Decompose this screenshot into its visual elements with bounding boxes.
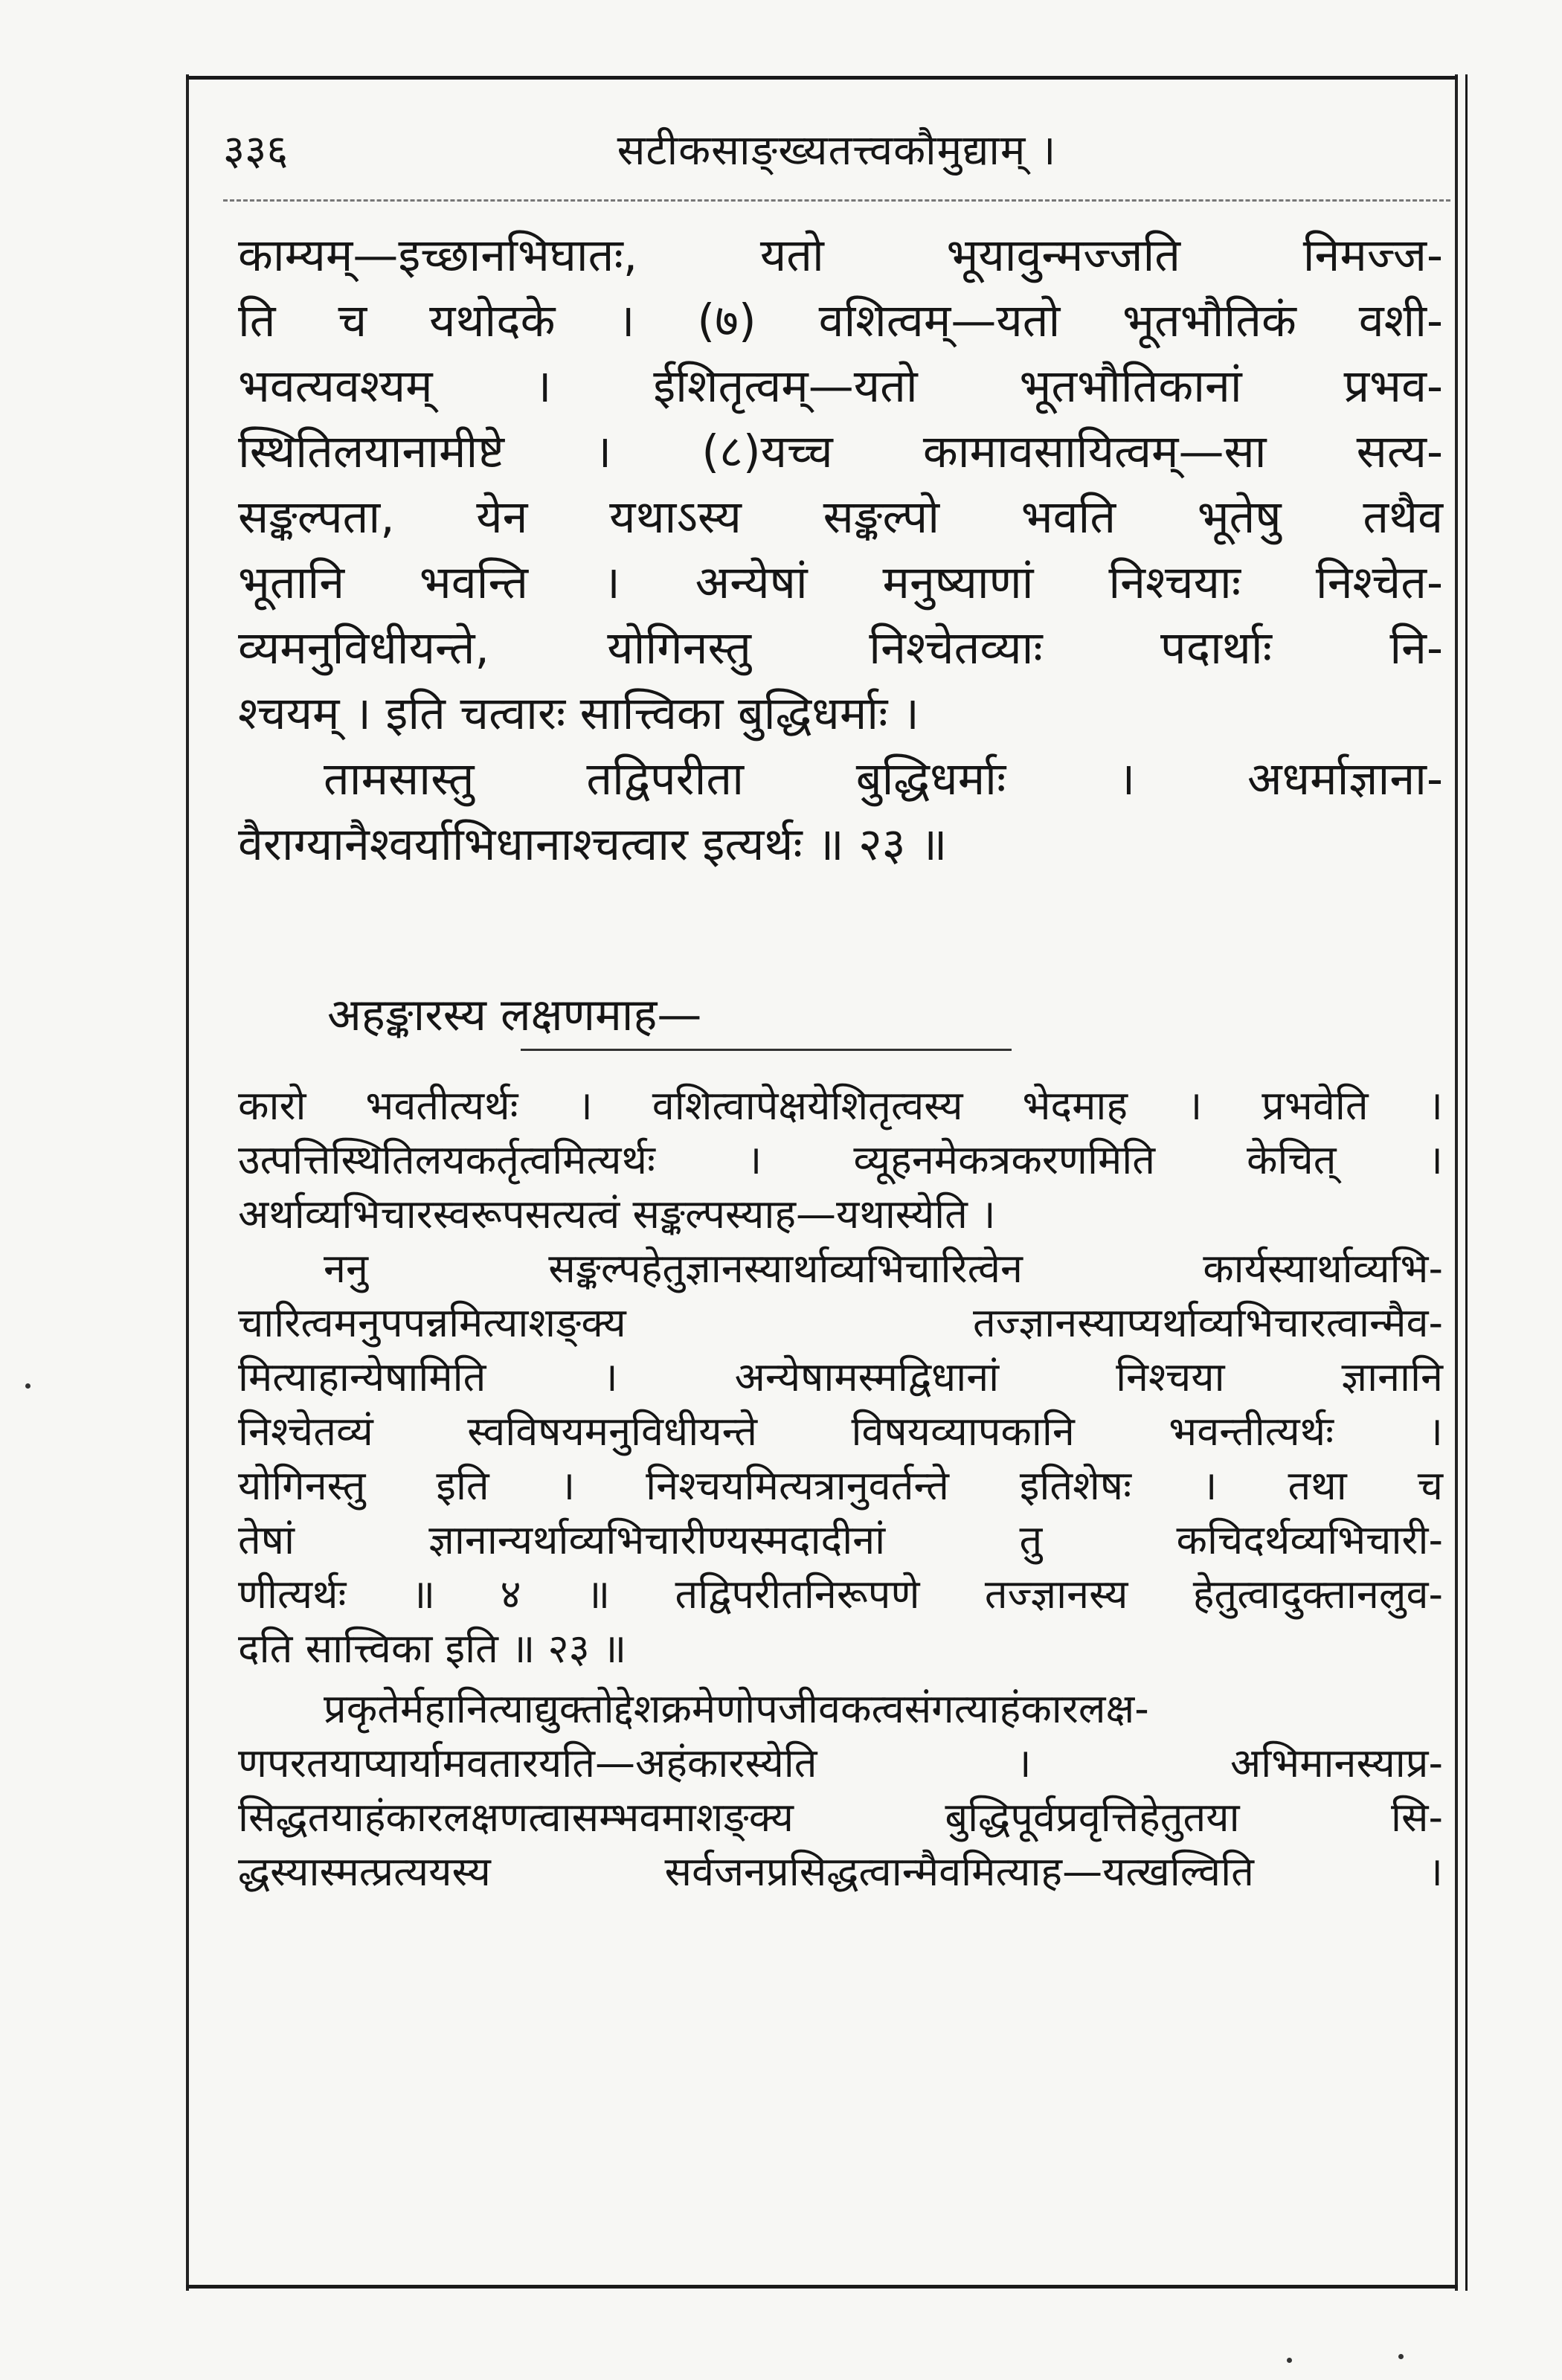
commentary-line: अर्थाव्यभिचारस्वरूपसत्यत्वं सङ्कल्पस्याह—यथास्येति । bbox=[238, 1191, 996, 1238]
bottom-border bbox=[186, 2285, 1458, 2289]
commentary-text bbox=[238, 1078, 1443, 1899]
print-speck bbox=[1398, 2354, 1404, 2359]
print-speck bbox=[1287, 2358, 1292, 2363]
heading-rule bbox=[521, 1049, 1012, 1051]
main-line: भूतानि भवन्ति । अन्येषां मनुष्याणां निश्चयाः निश्चेत- bbox=[238, 556, 1443, 609]
page-number: ३३६ bbox=[223, 126, 289, 175]
commentary-line: चारित्वमनुपपन्नमित्याशङ्क्य तज्ज्ञानस्याप्यर्थाव्यभिचारत्वान्मैव- bbox=[238, 1299, 1443, 1346]
print-speck bbox=[25, 1383, 30, 1389]
main-line: काम्यम्—इच्छानभिघातः, यतो भूयावुन्मज्जति निमज्ज- bbox=[238, 229, 1443, 282]
main-line: वैराग्यानैश्वर्याभिधानाश्चत्वार इत्यर्थः ॥ २३ ॥ bbox=[238, 818, 948, 871]
commentary-line: उत्पत्तिस्थितिलयकर्तृत्वमित्यर्थः । व्यूहनमेकत्रकरणमिति केचित् । bbox=[238, 1136, 1443, 1183]
main-line: तामसास्तु तद्विपरीता बुद्धिधर्माः । अधर्माज्ञाना- bbox=[324, 753, 1443, 805]
header-separator bbox=[223, 199, 1450, 202]
commentary-line: कारो भवतीत्यर्थः । वशित्वापेक्षयेशितृत्वस्य भेदमाह । प्रभवेति । bbox=[238, 1082, 1443, 1129]
main-line: स्थितिलयानामीष्टे । (८)यच्च कामावसायित्वम्—सा सत्य- bbox=[238, 425, 1443, 478]
commentary-line: द्धस्यास्मत्प्रत्ययस्य सर्वजनप्रसिद्धत्वान्मैवमित्याह—यत्खल्विति । bbox=[238, 1848, 1443, 1895]
commentary-line: तेषां ज्ञानान्यर्थाव्यभिचारीण्यस्मदादीनां तु कचिदर्थव्यभिचारी- bbox=[238, 1517, 1443, 1563]
main-line: भवत्यवश्यम् । ईशितृत्वम्—यतो भूतभौतिकानां प्रभव- bbox=[238, 360, 1443, 413]
right-outer-border bbox=[1465, 74, 1468, 2291]
commentary-line: मित्याहान्येषामिति । अन्येषामस्मद्विधानां निश्चया ज्ञानानि bbox=[238, 1354, 1443, 1400]
top-border bbox=[186, 76, 1458, 80]
main-line: ति च यथोदके । (७) वशित्वम्—यतो भूतभौतिकं वशी- bbox=[238, 295, 1443, 347]
main-sanskrit-text bbox=[238, 223, 1443, 878]
commentary-line: योगिनस्तु इति । निश्चयमित्यत्रानुवर्तन्ते इतिशेषः । तथा च bbox=[238, 1462, 1443, 1509]
commentary-line: दति सात्त्विका इति ॥ २३ ॥ bbox=[238, 1625, 627, 1672]
commentary-line: सिद्धतयाहंकारलक्षणत्वासम्भवमाशङ्क्य बुद्धिपूर्वप्रवृत्तिहेतुतया सि- bbox=[238, 1794, 1443, 1841]
paragraph-gap bbox=[238, 1676, 1443, 1682]
running-title: सटीकसाङ्ख्यतत्त्वकौमुद्याम् । bbox=[617, 126, 1057, 175]
commentary-line: णीत्यर्थः ॥ ४ ॥ तद्विपरीतनिरूपणे तज्ज्ञानस्य हेतुत्वादुक्तानलुव- bbox=[238, 1571, 1443, 1618]
main-line: श्चयम् । इति चत्वारः सात्त्विका बुद्धिधर्माः । bbox=[238, 687, 919, 740]
main-line: सङ्कल्पता, येन यथाऽस्य सङ्कल्पो भवति भूतेषु तथैव bbox=[238, 491, 1443, 544]
page-header bbox=[223, 108, 1450, 190]
commentary-line: णपरतयाप्यार्यामवतारयति—अहंकारस्येति । अभिमानस्याप्र- bbox=[238, 1740, 1443, 1786]
commentary-line: ननु सङ्कल्पहेतुज्ञानस्यार्थाव्यभिचारित्वेन कार्यस्यार्थाव्यभि- bbox=[324, 1245, 1443, 1292]
commentary-line: निश्चेतव्यं स्वविषयमनुविधीयन्ते विषयव्यापकानि भवन्तीत्यर्थः । bbox=[238, 1408, 1443, 1455]
main-line: व्यमनुविधीयन्ते, योगिनस्तु निश्चेतव्याः पदार्थाः नि- bbox=[238, 622, 1443, 675]
commentary-line: प्रकृतेर्महानित्याद्युक्तोद्देशक्रमेणोपजीवकत्वसंगत्याहंकारलक्ष- bbox=[324, 1685, 1149, 1732]
section-heading: अहङ्कारस्य लक्षणमाह— bbox=[327, 989, 702, 1041]
